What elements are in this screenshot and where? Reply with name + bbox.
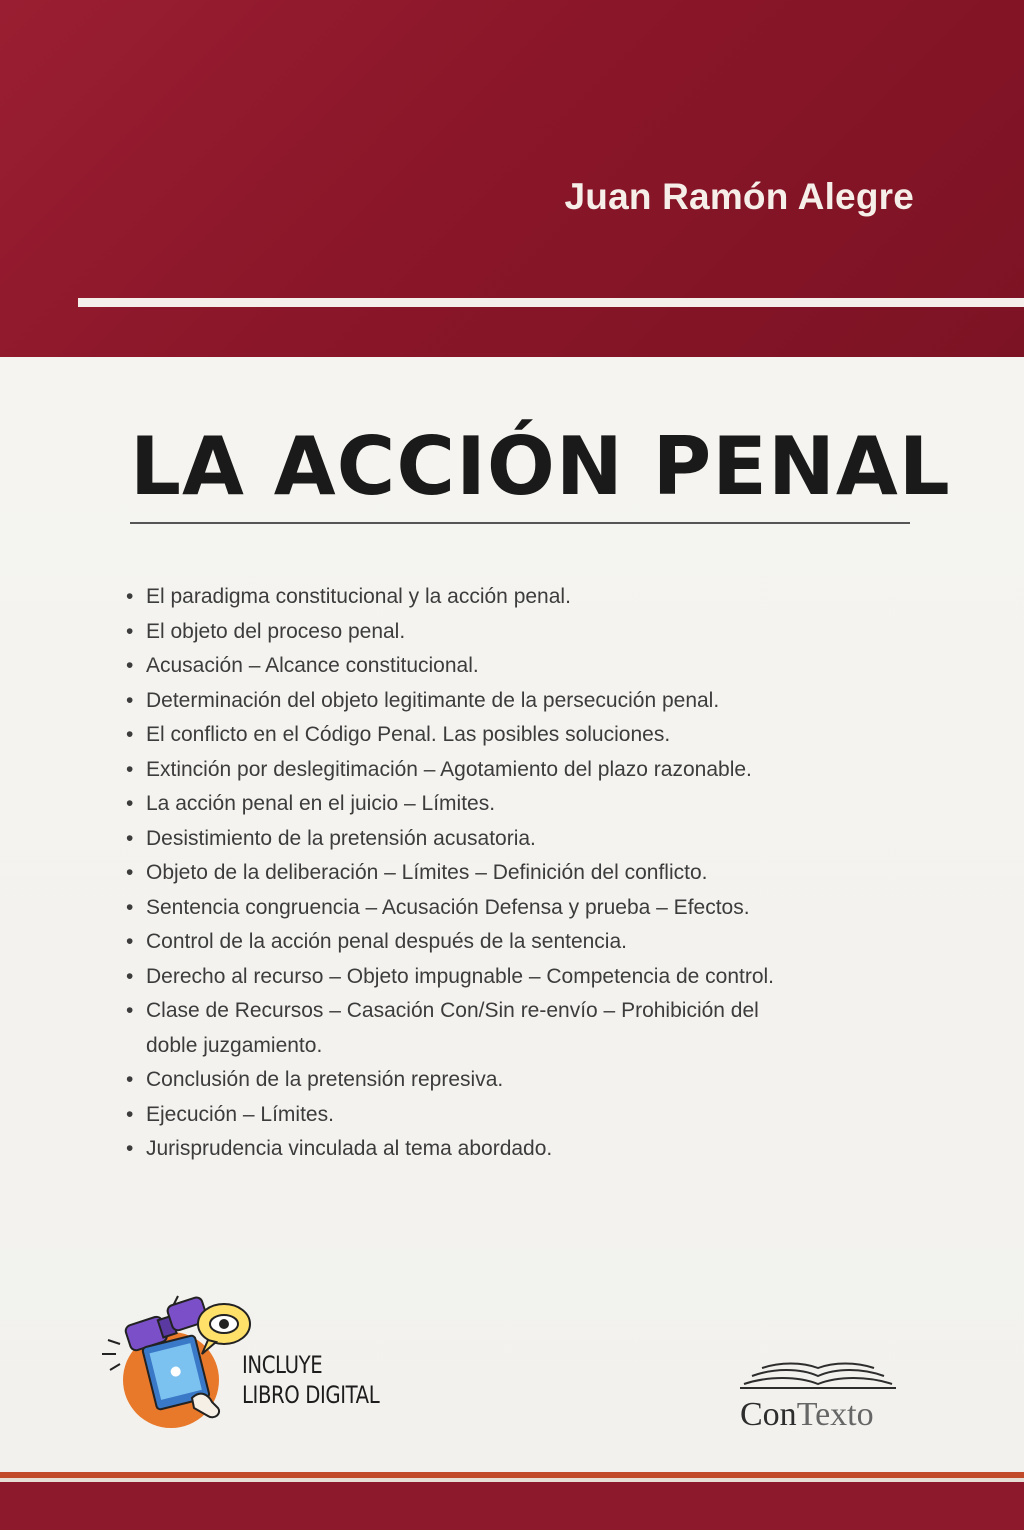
title-divider	[130, 522, 910, 524]
digital-book-badge	[96, 1288, 396, 1438]
book-title: LA ACCIÓN PENAL	[130, 420, 951, 513]
publisher-name	[740, 1396, 874, 1434]
topic-item: • Objeto de la deliberación – Límites – Definición del conflicto.	[124, 856, 904, 891]
publisher-name-part2: Texto	[796, 1396, 874, 1433]
topic-item: • Acusación – Alcance constitucional.	[124, 649, 904, 684]
topic-item: • La acción penal en el juicio – Límites.	[124, 787, 904, 822]
topic-item: • Control de la acción penal después de la sentencia.	[124, 925, 904, 960]
top-divider	[78, 298, 1024, 307]
topic-item: • Conclusión de la pretensión represiva.	[124, 1063, 904, 1098]
topic-item: • Sentencia congruencia – Acusación Defensa y prueba – Efectos.	[124, 891, 904, 926]
badge-line-2: LIBRO DIGITAL	[242, 1381, 380, 1409]
topic-item: • El paradigma constitucional y la acción penal.	[124, 580, 904, 615]
publisher-logo	[738, 1354, 908, 1444]
topic-item: • Jurisprudencia vinculada al tema abordado.	[124, 1132, 904, 1167]
author-name: Juan Ramón Alegre	[564, 176, 914, 217]
publisher-name-part1: Con	[740, 1396, 797, 1433]
topic-item: • Desistimiento de la pretensión acusatoria.	[124, 822, 904, 857]
digital-book-icon	[96, 1288, 256, 1438]
topic-item: • El conflicto en el Código Penal. Las posibles soluciones.	[124, 718, 904, 753]
badge-text	[242, 1350, 379, 1410]
topic-item: • Ejecución – Límites.	[124, 1098, 904, 1133]
topic-item: • El objeto del proceso penal.	[124, 615, 904, 650]
badge-line-1: INCLUYE	[242, 1351, 323, 1379]
topics-list	[124, 580, 904, 1167]
topic-item: • Derecho al recurso – Objeto impugnable – Competencia de control.	[124, 960, 904, 995]
open-book-icon	[738, 1354, 898, 1394]
bottom-band	[0, 1482, 1024, 1530]
topic-item: • Clase de Recursos – Casación Con/Sin re-envío – Prohibición del doble juzgamiento.	[124, 994, 786, 1063]
topic-item: • Determinación del objeto legitimante de la persecución penal.	[124, 684, 904, 719]
topic-item: • Extinción por deslegitimación – Agotamiento del plazo razonable.	[124, 753, 904, 788]
